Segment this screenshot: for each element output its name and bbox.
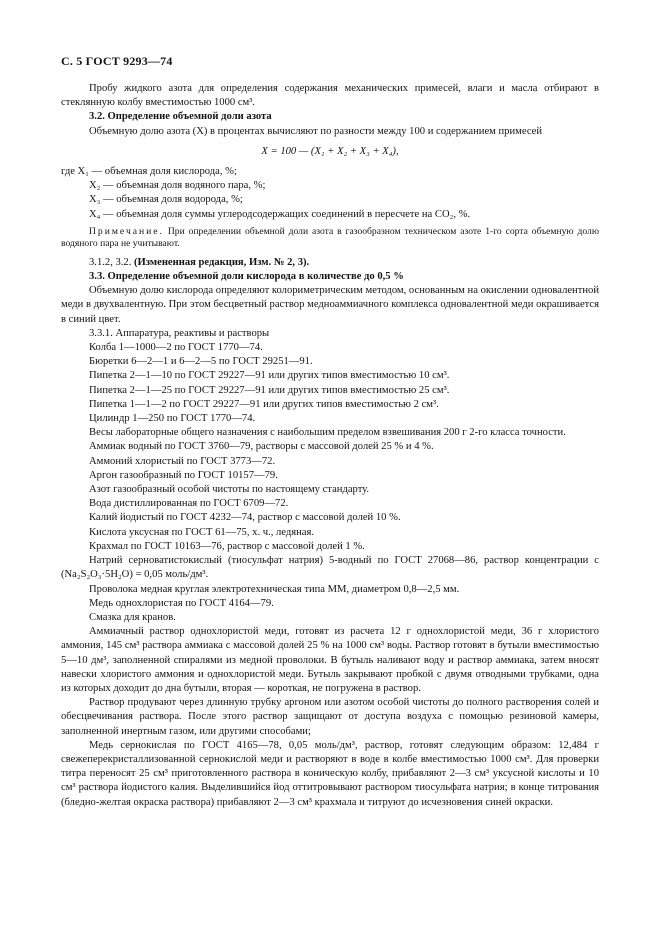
section-heading-3-3 [61,270,599,284]
list-item: Смазка для кранов. [89,611,176,623]
note [61,226,599,251]
list-item: Бюретки 6—2—1 и 6—2—5 по ГОСТ 29251—91. [89,356,313,368]
subsection-3-3-1: 3.3.1. Аппаратура, реактивы и растворы [89,327,270,339]
list-item: Пипетка 2—1—25 по ГОСТ 29227—91 или других типов вместимостью 25 см³. [89,384,450,396]
section-heading-3-2 [61,110,599,124]
list-item: Калий йодистый по ГОСТ 4232—74, раствор с массовой долей 10 %. [89,512,401,524]
paragraph-sampling: Пробу жидкого азота для определения содержания механических примесей, влаги и масла отбирают в стеклянную колбу вместимостью 1000 см³. [61,83,599,109]
section-number: 3.2. [89,111,105,123]
list-item: Весы лабораторные общего назначения с наибольшим пределом взвешивания 200 г 2-го класса точности. [89,427,566,439]
formula-legend-x1: где X₁ — объемная доля кислорода, %; [61,166,237,178]
list-item: Проволока медная круглая электротехническая типа ММ, диаметром 0,8—2,5 мм. [89,583,460,595]
list-item: Медь однохлористая по ГОСТ 4164—79. [89,597,274,609]
amendment-ref: 3.1.2, 3.2. [89,256,132,268]
list-item: Пипетка 2—1—10 по ГОСТ 29227—91 или других типов вместимостью 10 см³. [89,370,450,382]
list-item: Вода дистиллированная по ГОСТ 6709—72. [89,498,289,510]
formula-legend-x3: X₃ — объемная доля водорода, %; [89,194,243,206]
list-item: Аргон газообразный по ГОСТ 10157—79. [89,469,278,481]
note-text: При определении объемной доли азота в газообразном техническом азоте 1-го сорта объемную долю водяного пара не учитывают. [61,225,599,250]
note-label: Примечание. [89,225,164,237]
list-item: Колба 1—1000—2 по ГОСТ 1770—74. [89,342,263,354]
list-item: Цилиндр 1—250 по ГОСТ 1770—74. [89,413,256,425]
list-item: Азот газообразный особой чистоты по настоящему стандарту. [89,484,370,496]
list-item: Пипетка 1—1—2 по ГОСТ 29227—91 или других типов вместимостью 2 см³. [89,398,439,410]
list-item: Натрий серноватистокислый (тиосульфат натрия) 5-водный по ГОСТ 27068—86, раствор концентрации c (Na₂S₂O₃·5H₂O) = 0,05 моль/дм³. [61,555,599,581]
section-title: Определение объемной доли кислорода в количестве до 0,5 % [107,271,404,283]
section-title: Определение объемной доли азота [107,111,272,123]
paragraph-purging: Раствор продувают через длинную трубку аргоном или азотом особой чистоты до полного растворения солей и обесцвечивания раствора. После этого раствор защищают от доступа воздуха с помощью резиновой камеры, заполненной инертным газом, или другими способами; [61,697,599,737]
paragraph-ammonia-solution: Аммиачный раствор однохлористой меди, готовят из расчета 12 г однохлористой меди, 36 г хлористого аммония, 145 см³ раствора аммиака с массовой долей 25 % на 1000 см³ воды. Раствор готовят в бутыли вместимостью 5—10 дм³, заполненной спиралями из медной проволоки. В бутыль наливают воду и раствор аммиака, затем вносят навески хлористого аммония и однохлористой меди. Бутыль закрывают пробкой с двумя отводными трубками, одна из которых доходит до дна бутыли, вторая — короткая, не погружена в раствор. [61,626,599,694]
paragraph-method: Объемную долю кислорода определяют колориметрическим методом, основанным на окислении одновалентной меди в двухвалентную. При этом бесцветный раствор медноаммиачного комплекса одновалентной меди окрашивается в синий цвет. [61,285,599,325]
amendment-line [61,256,599,270]
paragraph-copper-sulfate: Медь сернокислая по ГОСТ 4165—78, 0,05 моль/дм³, раствор, готовят следующим образом: 12,484 г свежеперекристаллизованной сернокислой меди и растворяют в воде в колбе вместимостью 1000 см³. Для проверки титра переносят 25 см³ приготовленного раствора в коническую колбу, прибавляют 2—3 см³ уксусной кислоты и 10 см³ раствора йодистого калия. Выделившийся йод оттитровывают раствором тиосульфата натрия; в конце титрования (бледно-желтая окраска раствора) прибавляют 2—3 см³ крахмала и титруют до исчезновения синей окраски. [61,739,599,808]
document-body [61,82,599,810]
paragraph-nitrogen-fraction: Объемную долю азота (X) в процентах вычисляют по разности между 100 и содержанием примесей [89,125,543,137]
amendment-text: (Измененная редакция, Изм. № 2, 3). [134,256,310,268]
list-item: Аммоний хлористый по ГОСТ 3773—72. [89,455,276,467]
page-header: С. 5 ГОСТ 9293—74 [61,54,173,68]
section-number: 3.3. [89,271,105,283]
list-item: Кислота уксусная по ГОСТ 61—75, х. ч., ледяная. [89,526,315,538]
list-item: Крахмал по ГОСТ 10163—76, раствор с массовой долей 1 %. [89,540,365,552]
formula-legend-x4: X₄ — объемная доля суммы углеродсодержащих соединений в пересчете на CO₂, %. [89,208,471,220]
formula-legend-x2: X₂ — объемная доля водяного пара, %; [89,180,266,192]
formula: X = 100 — (X₁ + X₂ + X₃ + X₄), [261,145,399,157]
list-item: Аммиак водный по ГОСТ 3760—79, растворы с массовой долей 25 % и 4 %. [89,441,434,453]
